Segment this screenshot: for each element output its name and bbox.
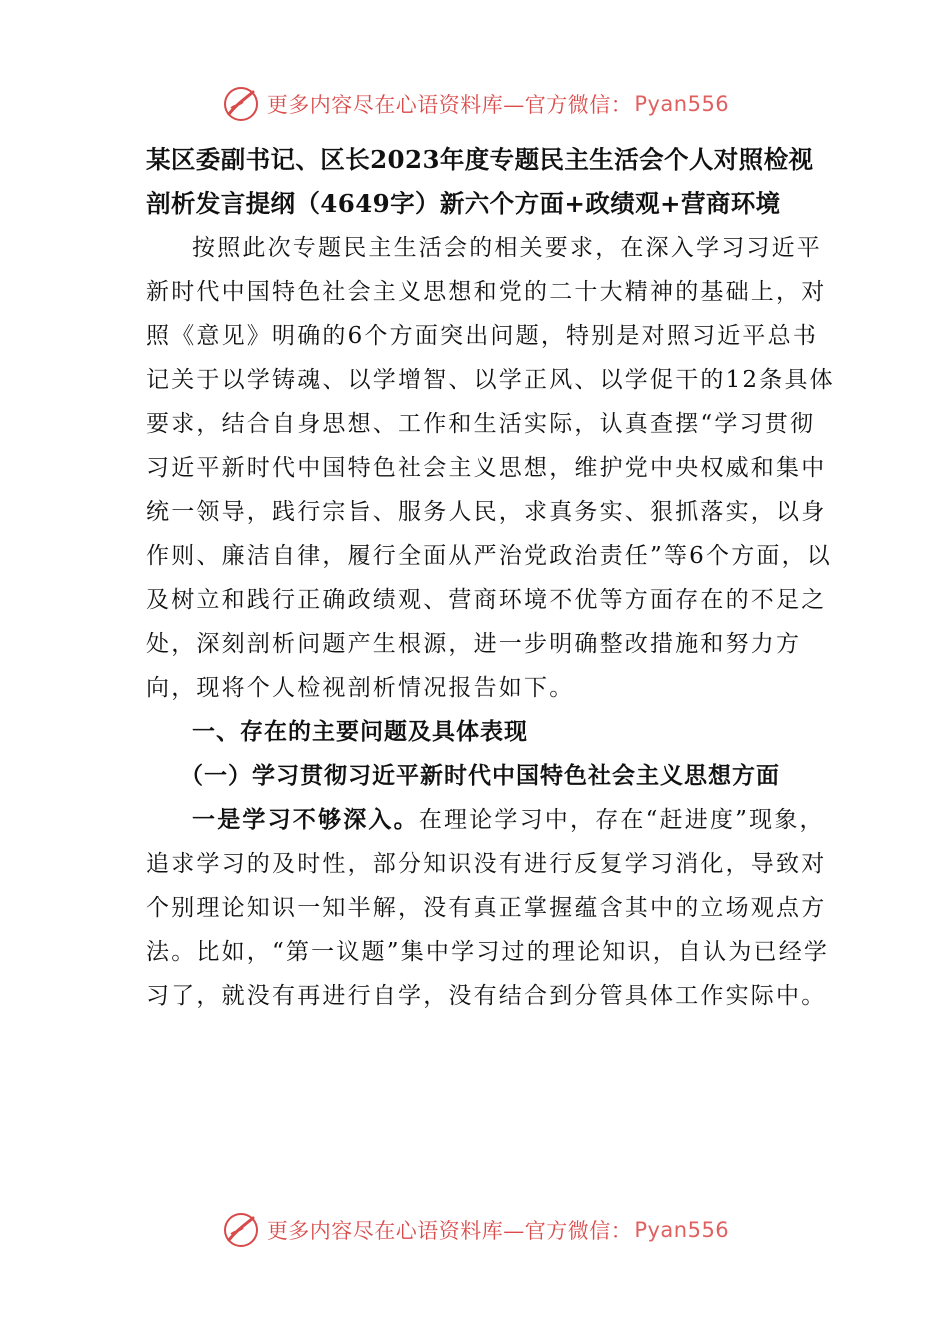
- intro-paragraph: 按照此次专题民主生活会的相关要求，在深入学习习近平新时代中国特色社会主义思想和党的二十大精神的基础上，对照《意见》明确的6个方面突出问题，特别是对照习近平总书记关于以学铸魂、以学增智、以学正风、以学促干的12条具体要求，结合自身思想、工作和生活实际，认真查摆“学习贯彻习近平新时代中国特色社会主义思想，维护党中央权威和集中统一领导，践行宗旨、服务人民，求真务实、狠抓落实，以身作则、廉洁自律，履行全面从严治党政治责任”等6个方面，以及树立和践行正确政绩观、营商环境不优等方面存在的不足之处，深刻剖析问题产生根源，进一步明确整改措施和努力方向，现将个人检视剖析情况报告如下。: [146, 235, 835, 701]
- point-lead: 一是学习不够深入。: [192, 806, 419, 833]
- watermark-text: 更多内容尽在心语资料库—官方微信：: [266, 1219, 633, 1243]
- watermark-text: 更多内容尽在心语资料库—官方微信：: [266, 93, 633, 117]
- watermark-header: [0, 82, 950, 126]
- watermark-handle: Pyan556: [634, 1218, 730, 1242]
- document-title: 某区委副书记、区长2023年度专题民主生活会个人对照检视剖析发言提纲（4649字）新六个方面+政绩观+营商环境: [146, 145, 814, 218]
- section-heading: 一、存在的主要问题及具体表现: [192, 718, 528, 745]
- point-paragraph: [146, 798, 836, 1018]
- subsection-heading: （一）学习贯彻习近平新时代中国特色社会主义思想方面: [180, 762, 780, 789]
- watermark-handle: Pyan556: [634, 92, 730, 116]
- watermark-footer: [0, 1208, 950, 1252]
- pen-logo-icon: [221, 84, 261, 124]
- point-body: 在理论学习中，存在“赶进度”现象，追求学习的及时性，部分知识没有进行反复学习消化，导致对个别理论知识一知半解，没有真正掌握蕴含其中的立场观点方法。比如，“第一议题”集中学习过的理论知识，自认为已经学习了，就没有再进行自学，没有结合到分管具体工作实际中。: [146, 807, 830, 1009]
- pen-logo-icon: [221, 1210, 261, 1250]
- document-body: [146, 138, 836, 1018]
